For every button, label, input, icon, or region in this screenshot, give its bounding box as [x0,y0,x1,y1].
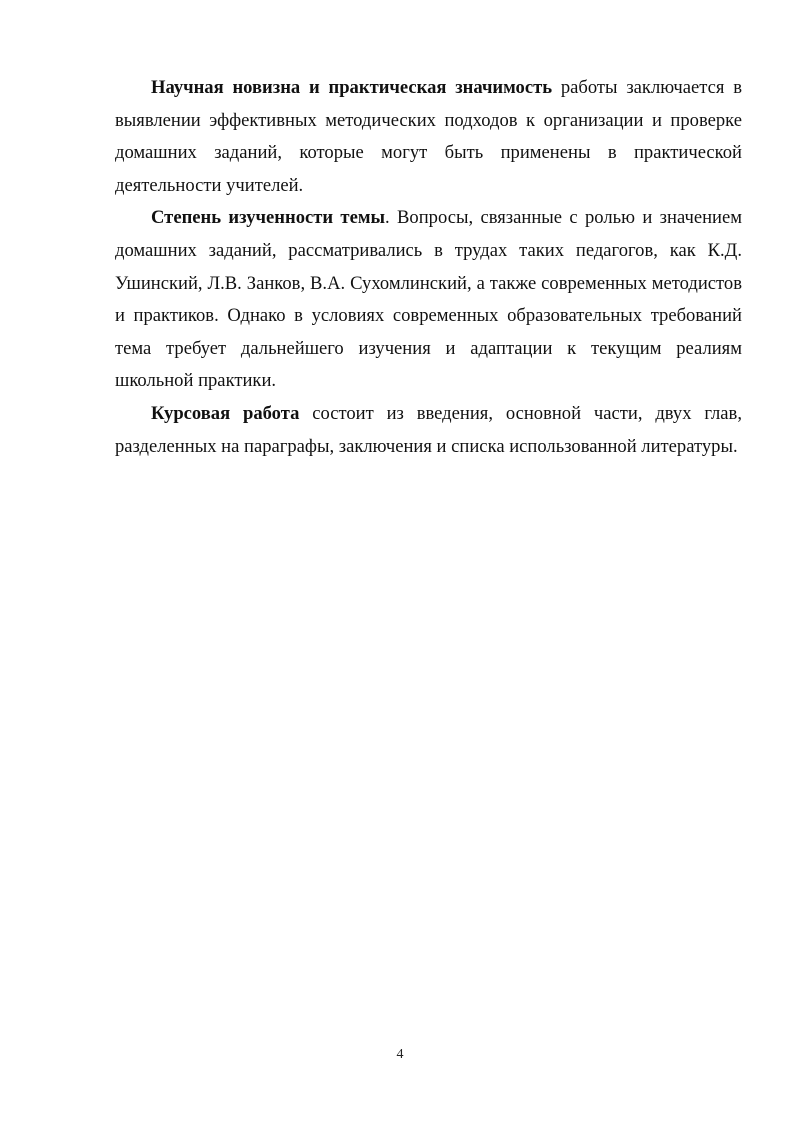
page-number: 4 [396,1047,404,1062]
paragraph-structure [115,398,742,463]
paragraph-heading: Степень изученности темы [151,207,386,229]
paragraph-novelty [115,72,742,202]
paragraph-text: работы заключается в выявлении эффективных методических подходов к организации и проверке домашних заданий, которые могут быть применены в практической деятельности учителей. [115,77,742,196]
paragraph-study-degree [115,202,742,398]
document-body [115,72,742,463]
paragraph-heading: Научная новизна и практическая значимость [151,77,553,98]
paragraph-heading: Курсовая работа [151,402,300,424]
paragraph-text: состоит из введения, основной части, двух глав, разделенных на параграфы, заключения и списка использованной литературы. [115,402,742,457]
paragraph-text: . Вопросы, связанные с ролью и значением домашних заданий, рассматривались в трудах таких педагогов, как К.Д. Ушинский, Л.В. Занков, В.А. Сухомлинский, а также современных методистов и практиков. Однако в условиях современных образовательных требований тема требует дальнейшего изучения и адаптации к текущим реалиям школьной практики. [115,207,742,392]
